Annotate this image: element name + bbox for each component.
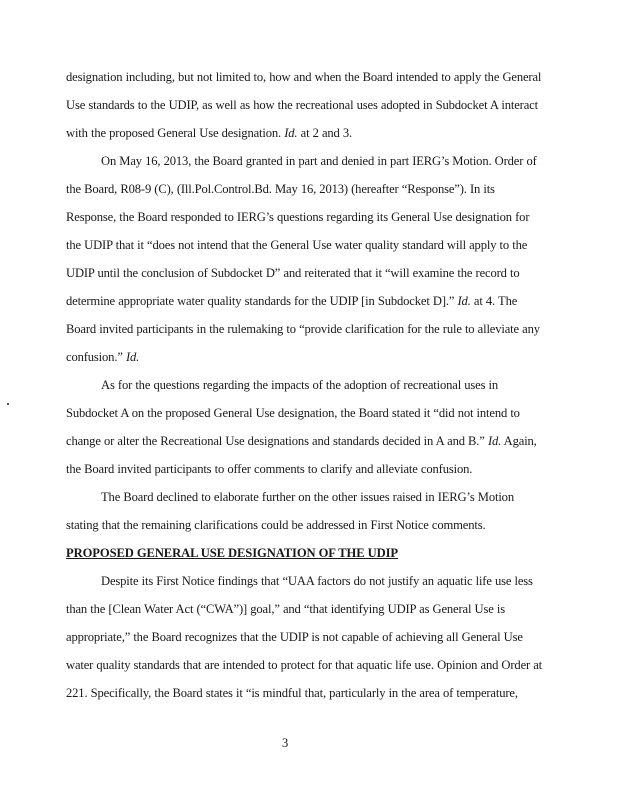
text-line: the UDIP that it “does not intend that the General Use water quality standard will apply to the [66, 238, 528, 252]
text-line: the Board, R08-9 (C), (Ill.Pol.Control.Bd. May 16, 2013) (hereafter “Response”). In its [66, 182, 495, 196]
text-line: Despite its First Notice findings that “UAA factors do not justify an aquatic life use less [101, 574, 533, 588]
text-line: confusion.” Id. [66, 350, 140, 364]
text-line: As for the questions regarding the impacts of the adoption of recreational uses in [101, 378, 499, 392]
text-line: UDIP until the conclusion of Subdocket D” and reiterated that it “will examine the record to [66, 266, 520, 280]
text-line: Response, the Board responded to IERG’s questions regarding its General Use designation for [66, 210, 530, 224]
text-line: change or alter the Recreational Use designations and standards decided in A and B.” Id. Again, [66, 434, 537, 448]
text-line: stating that the remaining clarifications could be addressed in First Notice comments. [66, 518, 486, 532]
page-number: 3 [282, 736, 289, 750]
text-line: the Board invited participants to offer comments to clarify and alleviate confusion. [66, 462, 473, 476]
section-heading: PROPOSED GENERAL USE DESIGNATION OF THE UDIP [66, 546, 398, 560]
text-line: On May 16, 2013, the Board granted in part and denied in part IERG’s Motion. Order of [101, 154, 537, 168]
text-line: Board invited participants in the rulemaking to “provide clarification for the rule to alleviate any [66, 322, 540, 336]
text-line: Subdocket A on the proposed General Use designation, the Board stated it “did not intend to [66, 406, 520, 420]
text-line: with the proposed General Use designation. Id. at 2 and 3. [66, 126, 353, 140]
text-line: than the [Clean Water Act (“CWA”)] goal,” and “that identifying UDIP as General Use is [66, 602, 505, 616]
text-line: determine appropriate water quality standards for the UDIP [in Subdocket D].” Id. at 4. The [66, 294, 518, 308]
text-line: The Board declined to elaborate further on the other issues raised in IERG’s Motion [101, 490, 514, 504]
margin-mark [7, 403, 9, 405]
text-line: water quality standards that are intended to protect for that aquatic life use. Opinion and Order at [66, 658, 543, 672]
text-line: 221. Specifically, the Board states it “is mindful that, particularly in the area of temperature, [66, 686, 518, 700]
text-line: Use standards to the UDIP, as well as how the recreational uses adopted in Subdocket A interact [66, 98, 538, 112]
text-line: appropriate,” the Board recognizes that the UDIP is not capable of achieving all General Use [66, 630, 523, 644]
text-line: designation including, but not limited to, how and when the Board intended to apply the General [66, 70, 542, 84]
